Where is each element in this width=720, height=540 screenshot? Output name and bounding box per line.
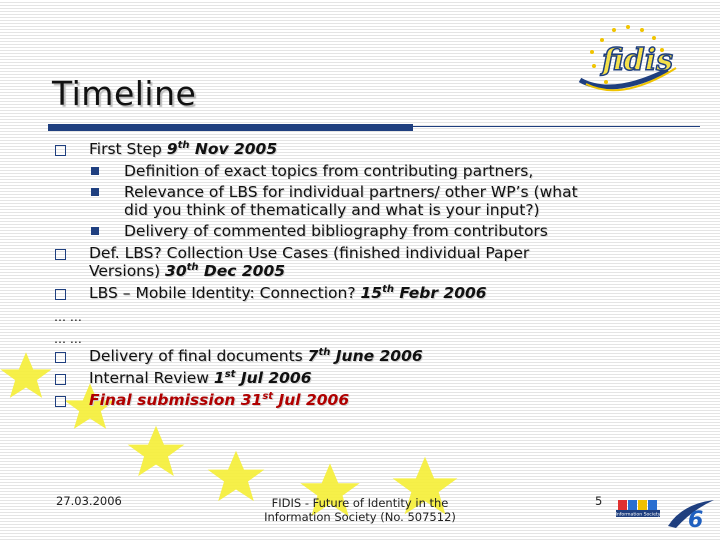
list-subitem: Relevance of LBS for individual partners/ other WP’s (what [124, 183, 578, 201]
hollow-square-bullet-icon [55, 352, 66, 363]
list-item-continuation: Versions) 30th Dec 2005 [89, 262, 286, 280]
list-item: Delivery of final documents 7th June 2006 [89, 347, 423, 365]
final-submission-item: Final submission 31st Jul 2006 [89, 391, 350, 409]
page-number: 5 [595, 494, 603, 508]
slide-title: Timeline [52, 74, 197, 113]
list-item: Def. LBS? Collection Use Cases (finished individual Paper [89, 244, 530, 262]
filled-square-bullet-icon [91, 188, 99, 196]
list-item: First Step 9th Nov 2005 [89, 140, 278, 158]
list-item: Internal Review 1st Jul 2006 [89, 369, 312, 387]
ellipsis-text: … … [54, 310, 82, 324]
footer-project: FIDIS - Future of Identity in the Information Society (No. 507512) [264, 496, 456, 524]
information-society-logo [612, 496, 716, 532]
svg-text:Information Society: Information Society [615, 512, 661, 518]
list-subitem-continuation: did you think of thematically and what is your input?) [124, 201, 540, 219]
fidis-logo-text: fidis [602, 43, 674, 78]
star-icon [128, 426, 185, 476]
star-icon [208, 451, 265, 501]
ellipsis-text: … … [54, 332, 82, 346]
footer-date: 27.03.2006 [56, 494, 122, 508]
list-item: LBS – Mobile Identity: Connection? 15th Febr 2006 [89, 284, 487, 302]
svg-text:6: 6 [688, 508, 704, 532]
hollow-square-bullet-icon [55, 289, 66, 300]
hollow-square-bullet-icon [55, 374, 66, 385]
hollow-square-bullet-icon [55, 145, 66, 156]
list-subitem: Delivery of commented bibliography from contributors [124, 222, 548, 240]
hollow-square-bullet-icon [55, 249, 66, 260]
filled-square-bullet-icon [91, 167, 99, 175]
list-subitem: Definition of exact topics from contributing partners, [124, 162, 534, 180]
hollow-square-bullet-icon [55, 396, 66, 407]
filled-square-bullet-icon [91, 227, 99, 235]
